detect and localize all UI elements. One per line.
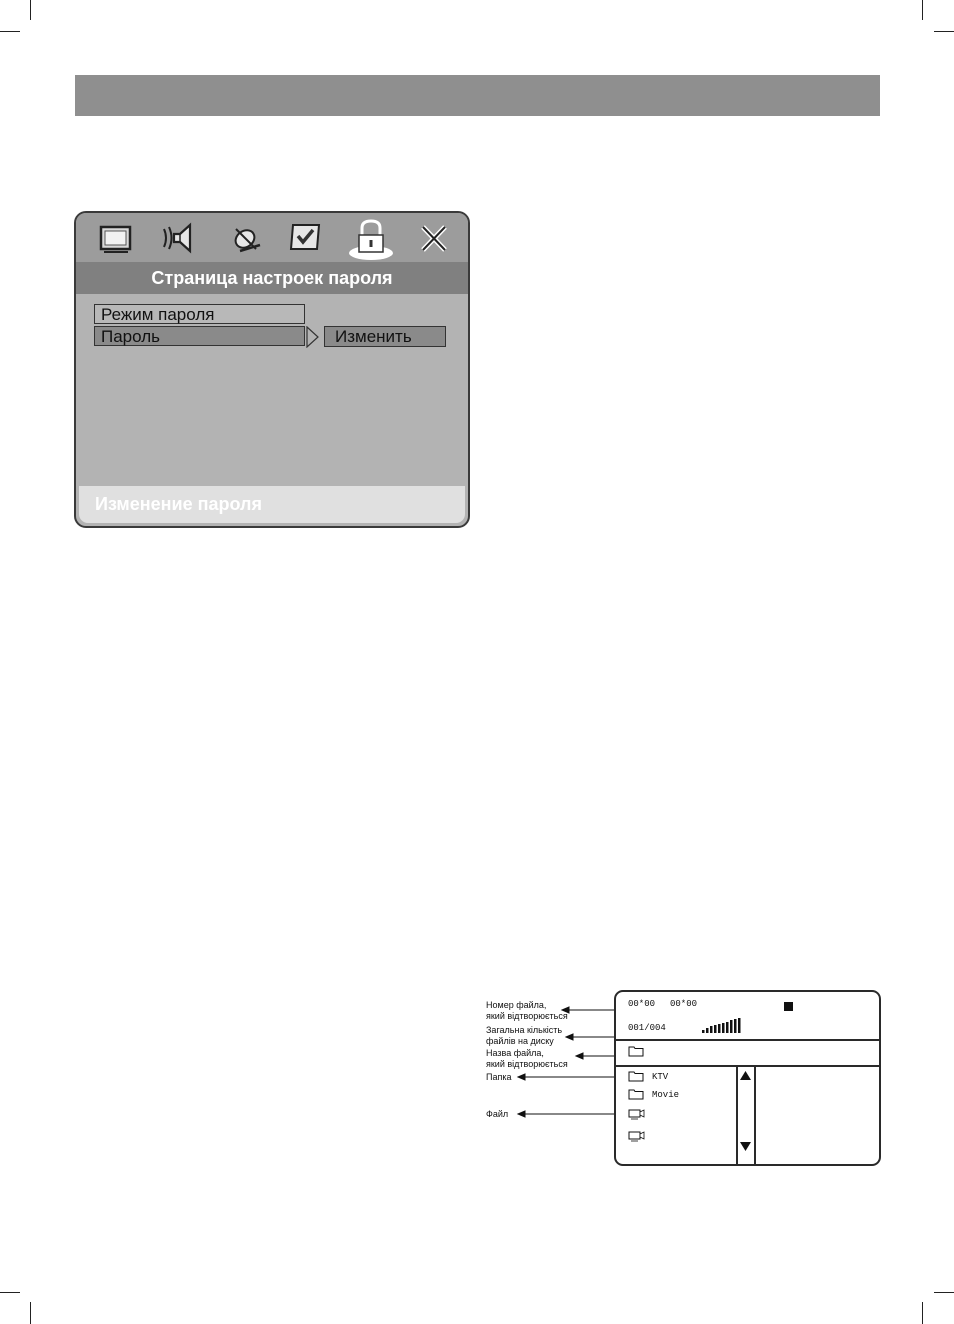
- annotation-line: файлів на диску: [486, 1036, 554, 1046]
- annotation-line: Номер файла,: [486, 1000, 547, 1010]
- annotation-line: Файл: [486, 1109, 509, 1119]
- menu-item-password[interactable]: Пароль: [94, 326, 305, 346]
- annotation-line: який відтворюється: [486, 1011, 568, 1021]
- stop-icon: [784, 1002, 793, 1011]
- menu-page-title: Страница настроек пароля: [76, 262, 468, 294]
- folder-icon: [628, 1070, 644, 1082]
- divider: [616, 1065, 879, 1067]
- annotation-line: Загальна кількість: [486, 1025, 563, 1035]
- scrollbar-left-edge: [736, 1067, 738, 1166]
- total-time: 00*00: [670, 999, 698, 1009]
- current-folder-icon: [628, 1045, 644, 1057]
- annotation-line: який відтворюється: [486, 1059, 568, 1069]
- divider: [616, 1039, 879, 1041]
- file-browser-screen: [614, 990, 881, 1166]
- folder-name[interactable]: KTV: [652, 1072, 669, 1082]
- scroll-down-arrow-icon[interactable]: [740, 1142, 751, 1151]
- file-icon[interactable]: [628, 1108, 646, 1120]
- folder-name[interactable]: Movie: [652, 1090, 680, 1100]
- file-icon[interactable]: [628, 1130, 646, 1142]
- file-counter: 001/004: [628, 1023, 666, 1033]
- menu-status-bar: Изменение пароля: [79, 486, 465, 523]
- annotation-line: Назва файла,: [486, 1048, 544, 1058]
- annotation-line: Папка: [486, 1072, 512, 1082]
- change-password-button[interactable]: Изменить: [324, 326, 446, 347]
- scrollbar-right-edge: [754, 1067, 756, 1166]
- signal-bars-icon: [702, 1017, 746, 1033]
- menu-item-password-mode[interactable]: Режим пароля: [94, 304, 305, 324]
- scroll-up-arrow-icon[interactable]: [740, 1071, 751, 1080]
- folder-icon: [628, 1088, 644, 1100]
- elapsed-time: 00*00: [628, 999, 656, 1009]
